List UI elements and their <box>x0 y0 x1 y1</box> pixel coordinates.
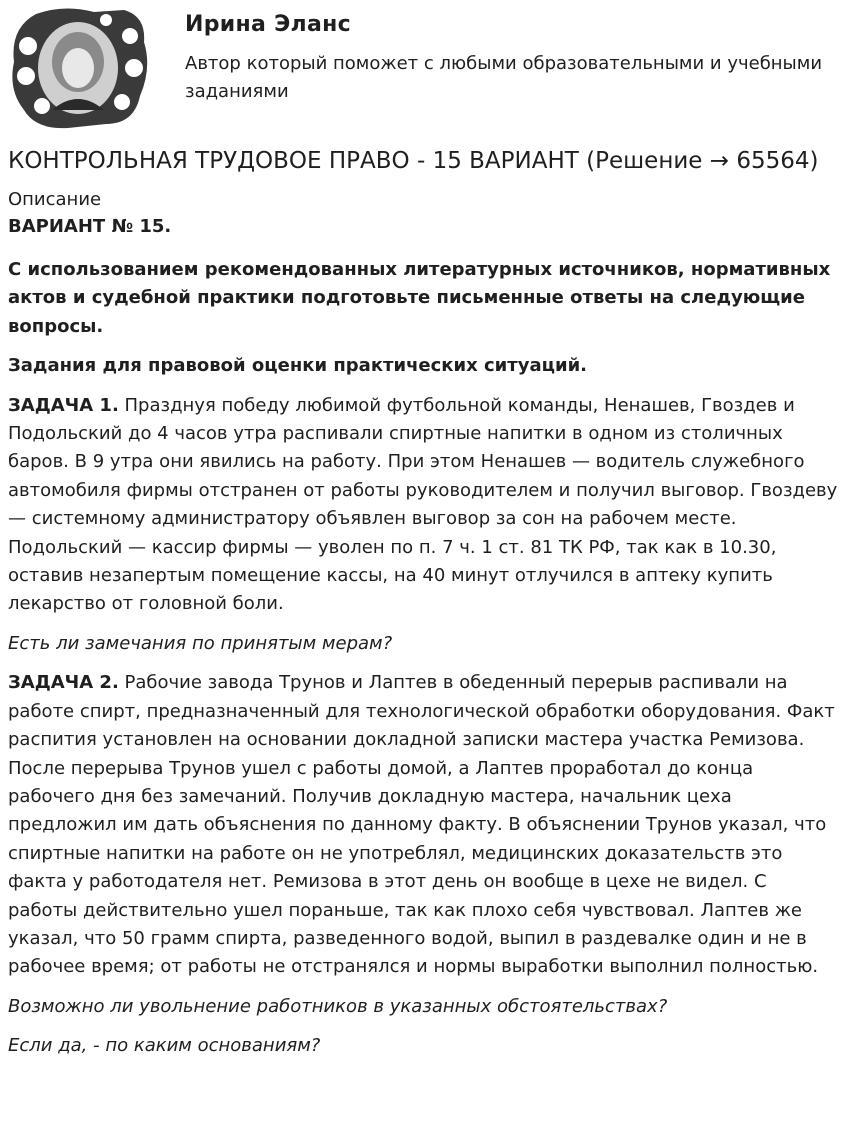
intro-text: С использованием рекомендованных литературных источников, нормативных актов и судебной практики подготовьте письменные ответы на следующие вопросы. <box>8 259 831 337</box>
task-2-question-2: Если да, - по каким основаниям? <box>8 1035 321 1057</box>
author-description: Автор который поможет с любыми образовательными и учебными заданиями <box>185 53 823 102</box>
task-2-text: Рабочие завода Трунов и Лаптев в обеденный перерыв распивали на работе спирт, предназначенный для технологической обработки оборудования. Факт распития установлен на основании докладной записки мастера участка Ремизова. После перерыва Трунов ушел с работы домой, а Лаптев проработал до конца рабочего дня без замечаний. Получив докладную мастера, начальник цеха предложил им дать объяснения по данному факту. В объяснении Трунов указал, что спиртные напитки на работе он не употреблял, медицинских доказательств это факта у работодателя нет. Ремизова в этот день он вообще в цехе не видел. С работы действительно ушел пораньше, так как плохо себя чувствовал. Лаптев же указал, что 50 грамм спирта, разведенного водой, выпил в раздевалке один и не в рабочее время; от работы не отстранялся и нормы выработки выполнил полностью. <box>8 672 835 978</box>
tasks-heading: Задания для правовой оценки практических ситуаций. <box>8 355 588 377</box>
page-title: КОНТРОЛЬНАЯ ТРУДОВОЕ ПРАВО - 15 ВАРИАНТ (Решение → 65564) <box>8 148 819 174</box>
author-header <box>0 0 847 138</box>
task-2 <box>8 669 839 981</box>
variant-heading: ВАРИАНТ № 15. <box>8 216 172 237</box>
author-avatar[interactable] <box>6 6 150 130</box>
task-2-question-1: Возможно ли увольнение работников в указанных обстоятельствах? <box>8 995 668 1017</box>
task-1-label: ЗАДАЧА 1. <box>8 394 119 416</box>
task-1 <box>8 392 839 619</box>
task-1-text: Празднуя победу любимой футбольной команды, Ненашев, Гвоздев и Подольский до 4 часов утра распивали спиртные напитки в одном из столичных баров. В 9 утра они явились на работу. При этом Ненашев — водитель служебного автомобиля фирмы отстранен от работы руководителем и получил выговор. Гвоздеву — системному администратору объявлен выговор за сон на рабочем месте. Подольский — кассир фирмы — уволен по п. 7 ч. 1 ст. 81 ТК РФ, так как в 10.30, оставив незапертым помещение кассы, на 40 минут отлучился в аптеку купить лекарство от головной боли. <box>8 394 838 615</box>
author-name[interactable]: Ирина Эланс <box>185 12 351 37</box>
description-label: Описание <box>8 189 102 210</box>
task-1-question: Есть ли замечания по принятым мерам? <box>8 632 393 654</box>
main-content <box>0 146 847 1061</box>
task-2-label: ЗАДАЧА 2. <box>8 672 119 694</box>
